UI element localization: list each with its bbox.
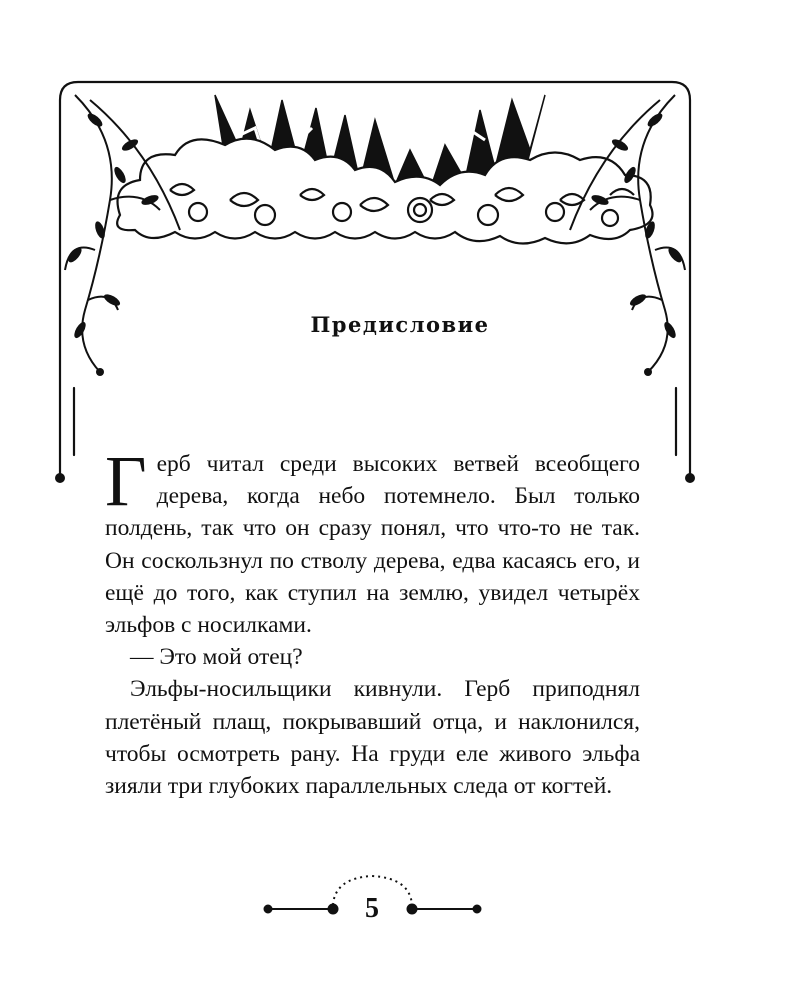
paragraph-1: [105, 441, 640, 641]
paragraph-2: — Это мой отец?: [130, 644, 303, 671]
body-text: [105, 441, 640, 802]
page-number: 5: [365, 893, 379, 924]
frame-right-dot: [685, 473, 695, 483]
paragraph-3: Эльфы-носильщики кивнули. Герб приподнял плетёный плащ, покрывавший отца, и наклонился, чтобы осмотреть рану. На груди еле живого эльфа зияли три глубоких параллельных следа от когтей.: [105, 676, 640, 800]
frame-left-dot: [55, 473, 65, 483]
paragraph-1-text: ерб читал среди высоких ветвей всеобщего дерева, когда небо потемнело. Был только полдень, так что он сразу понял, что что-то не так. Он соскользнул по стволу дерева, едва касаясь его, и ещё до того, как ступил на землю, увидел четырёх эльфов с носилками.: [105, 451, 640, 639]
chapter-title: Предисловие: [310, 312, 490, 337]
drop-cap: Г: [105, 441, 147, 521]
